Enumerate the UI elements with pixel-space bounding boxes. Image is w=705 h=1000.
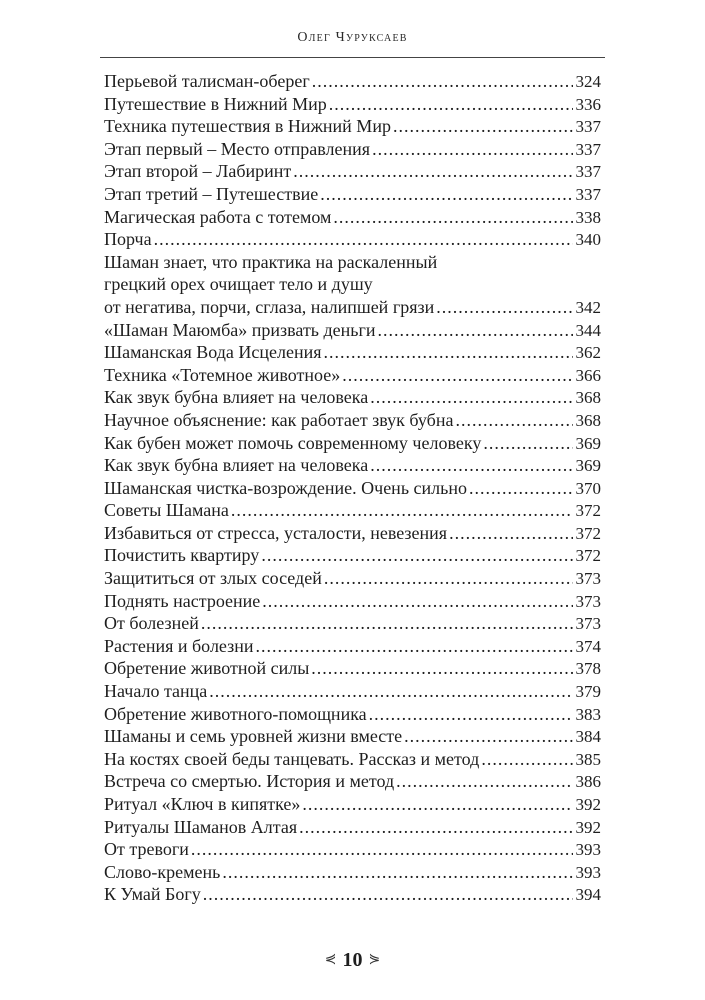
toc-entry-page: 344 (575, 320, 601, 340)
dot-leader (312, 70, 573, 93)
toc-entry-title: Техника путешествия в Нижний Мир (104, 116, 391, 137)
toc-entry (104, 680, 601, 703)
toc-entry-page: 386 (575, 772, 601, 792)
toc-entry-page: 337 (575, 139, 601, 159)
toc-entry (104, 115, 601, 138)
toc-entry (104, 770, 601, 793)
toc-entry-multiline (104, 251, 601, 319)
toc-entry-page: 372 (575, 546, 601, 566)
toc-entry (104, 612, 601, 635)
toc-entry (104, 590, 601, 613)
dot-leader (256, 635, 573, 658)
toc-entry (104, 567, 601, 590)
toc-entry-title: К Умай Богу (104, 884, 201, 905)
dot-leader (191, 838, 573, 861)
toc-entry-page: 392 (575, 817, 601, 837)
toc-entry-title: Как звук бубна влияет на человека (104, 455, 369, 476)
toc-entry-title: Растения и болезни (104, 635, 254, 656)
running-header-author: Олег Чуруксаев (297, 30, 408, 45)
dot-leader (455, 409, 572, 432)
toc-entry-page: 385 (575, 749, 601, 769)
toc-entry-title: Этап третий – Путешествие (104, 183, 319, 204)
toc-entry-page: 373 (575, 614, 601, 634)
toc-entry (104, 657, 601, 680)
toc-entry-page: 393 (575, 840, 601, 860)
toc-entry-page: 337 (575, 117, 601, 137)
toc-entry-title: Поднять настроение (104, 590, 261, 611)
ornament-right-icon: ⋟ (368, 952, 381, 967)
toc-entry-title: Советы Шамана (104, 500, 229, 521)
toc-entry (104, 341, 601, 364)
toc-entry (104, 748, 601, 771)
toc-entry-page: 368 (575, 410, 601, 430)
toc-entry (104, 635, 601, 658)
dot-leader (449, 522, 572, 545)
dot-leader (369, 703, 573, 726)
toc-entry-title: Шаманы и семь уровней жизни вместе (104, 726, 403, 747)
toc-entry-page: 337 (575, 184, 601, 204)
toc-entry-title: Встреча со смертью. История и метод (104, 771, 395, 792)
toc-entry-page: 384 (575, 727, 601, 747)
dot-leader (393, 115, 573, 138)
toc-entry-title: Этап первый – Место отправления (104, 138, 371, 159)
toc-entry (104, 454, 601, 477)
dot-leader (378, 319, 573, 342)
toc-entry (104, 499, 601, 522)
toc-entry (104, 544, 601, 567)
dot-leader (154, 228, 573, 251)
toc-entry-page: 362 (575, 343, 601, 363)
dot-leader (370, 454, 572, 477)
dot-leader (261, 544, 572, 567)
dot-leader (372, 138, 572, 161)
toc-entry (104, 793, 601, 816)
toc-entry-page: 393 (575, 862, 601, 882)
dot-leader (203, 883, 573, 906)
toc-entry-page: 366 (575, 365, 601, 385)
toc-entry-title: Почистить квартиру (104, 545, 260, 566)
toc-entry (104, 138, 601, 161)
toc-entry-title: На костях своей беды танцевать. Рассказ и метод (104, 748, 480, 769)
toc-entry-title: от негатива, порчи, сглаза, налипшей грязи (104, 296, 435, 317)
toc-entry-page: 369 (575, 433, 601, 453)
toc-entry-page: 369 (575, 456, 601, 476)
toc-entry-page: 392 (575, 795, 601, 815)
dot-leader (333, 206, 572, 229)
toc-entry (104, 183, 601, 206)
ornament-left-icon: ⋞ (324, 952, 337, 967)
dot-leader (481, 748, 572, 771)
toc-entry-page: 338 (575, 207, 601, 227)
toc-entry (104, 228, 601, 251)
toc-entry (104, 364, 601, 387)
toc-entry (104, 206, 601, 229)
dot-leader (299, 816, 572, 839)
toc-entry-title: Перьевой талисман-оберег (104, 71, 310, 91)
dot-leader (436, 296, 572, 319)
toc-entry-title: Ритуалы Шаманов Алтая (104, 816, 298, 837)
dot-leader (320, 183, 572, 206)
dot-leader (293, 160, 572, 183)
toc-entry (104, 432, 601, 455)
toc-entry-page: 373 (575, 569, 601, 589)
toc-entry-page: 340 (575, 230, 601, 250)
toc-entry (104, 703, 601, 726)
toc-entry-title: Этап второй – Лабиринт (104, 161, 292, 182)
toc-entry-page: 373 (575, 591, 601, 611)
toc-entry-title-line: Шаман знает, что практика на раскаленный (104, 251, 438, 272)
toc-entry-title: Ритуал «Ключ в кипятке» (104, 794, 301, 815)
toc-entry-title: Научное объяснение: как работает звук бубна (104, 409, 454, 430)
toc-entry (104, 816, 601, 839)
toc-entry (104, 319, 601, 342)
toc-entry-page: 378 (575, 659, 601, 679)
toc-entry-page: 342 (575, 297, 601, 317)
toc-entry-page: 372 (575, 501, 601, 521)
toc-entry (104, 160, 601, 183)
dot-leader (342, 364, 572, 387)
toc-entry-title: Как бубен может помочь современному человеку (104, 432, 482, 453)
toc-entry-title-line: грецкий орех очищает тело и душу (104, 274, 373, 295)
toc-entry-title: «Шаман Маюмба» призвать деньги (104, 319, 376, 340)
dot-leader (231, 499, 573, 522)
dot-leader (302, 793, 572, 816)
dot-leader (329, 93, 573, 116)
dot-leader (222, 861, 572, 884)
toc-entry (104, 861, 601, 884)
toc-entry (104, 838, 601, 861)
toc-entry-page: 324 (575, 72, 601, 91)
toc-entry-page: 336 (575, 94, 601, 114)
toc-entry-title: Начало танца (104, 681, 208, 702)
toc-entry-title: Обретение животного-помощника (104, 703, 367, 724)
dot-leader (311, 657, 572, 680)
toc-entry-page: 383 (575, 704, 601, 724)
page-footer (0, 949, 705, 972)
toc-entry-title: Путешествие в Нижний Мир (104, 93, 327, 114)
toc-entry-title: От тревоги (104, 839, 189, 860)
dot-leader (201, 612, 573, 635)
toc-entry-title: Техника «Тотемное животное» (104, 364, 341, 385)
toc-entry-page: 337 (575, 162, 601, 182)
dot-leader (262, 590, 572, 613)
toc-entry-title: Как звук бубна влияет на человека (104, 387, 369, 408)
toc-entry-title: Избавиться от стресса, усталости, невезения (104, 522, 448, 543)
dot-leader (370, 386, 572, 409)
dot-leader (396, 770, 572, 793)
toc-entry-title: Шаманская Вода Исцеления (104, 342, 322, 363)
toc-entry-title: Защититься от злых соседей (104, 568, 322, 589)
toc-entry-page: 379 (575, 682, 601, 702)
toc-entry-page: 374 (575, 636, 601, 656)
toc-entry-page: 394 (575, 885, 601, 905)
toc-entry-page: 372 (575, 523, 601, 543)
dot-leader (324, 567, 573, 590)
toc-entry (104, 522, 601, 545)
dot-leader (483, 432, 572, 455)
toc-entry-title: От болезней (104, 613, 199, 634)
toc-entry-title: Обретение животной силы (104, 658, 310, 679)
toc-entry (104, 883, 601, 906)
toc-entry-page: 368 (575, 388, 601, 408)
toc-entry-title: Шаманская чистка-возрождение. Очень сильно (104, 477, 467, 498)
dot-leader (209, 680, 572, 703)
toc-entry-title: Магическая работа с тотемом (104, 206, 332, 227)
toc-entry (104, 70, 601, 93)
toc-entry (104, 409, 601, 432)
toc-entry (104, 93, 601, 116)
dot-leader (324, 341, 573, 364)
table-of-contents (104, 70, 601, 906)
toc-entry-title: Порча (104, 229, 152, 250)
header-divider (100, 57, 605, 58)
toc-entry (104, 386, 601, 409)
toc-entry-page: 370 (575, 478, 601, 498)
page-number: 10 (342, 949, 363, 971)
dot-leader (469, 477, 573, 500)
dot-leader (404, 725, 572, 748)
toc-entry-title: Слово-кремень (104, 861, 221, 882)
toc-entry (104, 725, 601, 748)
toc-entry (104, 477, 601, 500)
